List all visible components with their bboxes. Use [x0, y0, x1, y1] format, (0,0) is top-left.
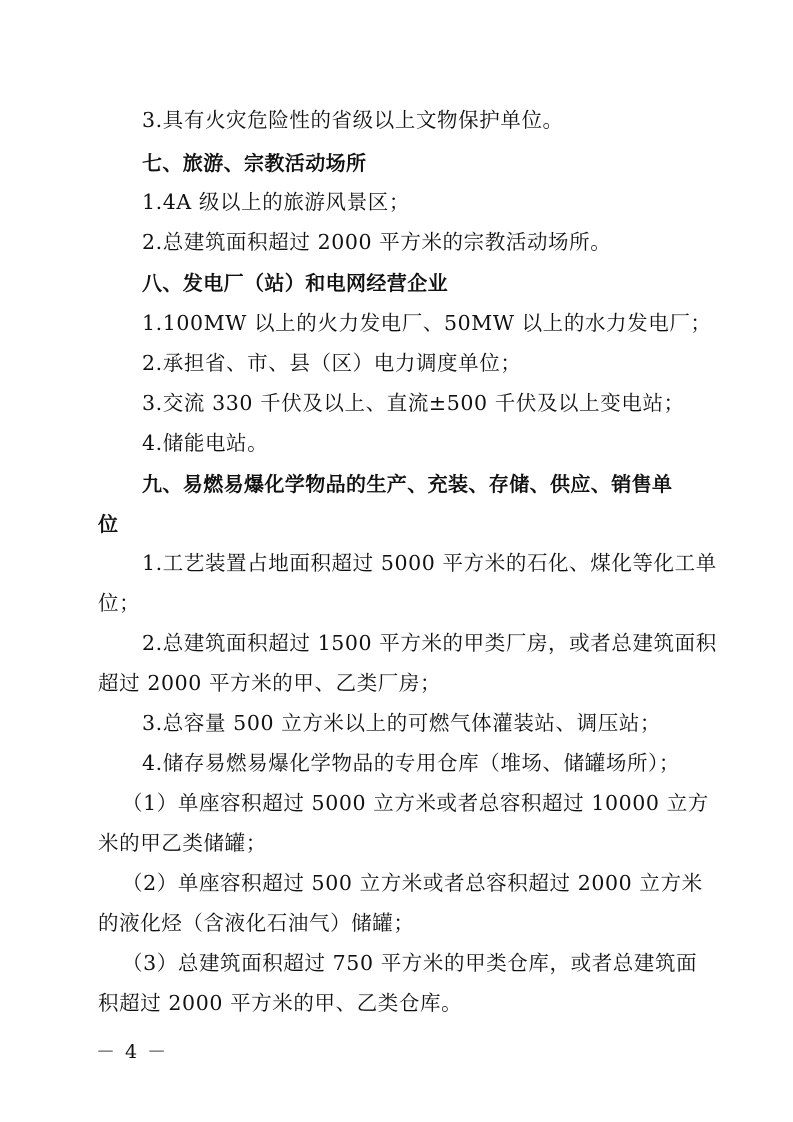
- list-item: 1.工艺装置占地面积超过 5000 平方米的石化、煤化等化工单: [142, 551, 717, 575]
- list-item: 4.储存易燃易爆化学物品的专用仓库（堆场、储罐场所）；: [142, 751, 681, 775]
- section-heading-continued: 位: [98, 512, 119, 536]
- list-item: 3.具有火灾危险性的省级以上文物保护单位。: [142, 108, 564, 132]
- sub-list-item-continued: 米的甲乙类储罐；: [98, 831, 267, 855]
- sub-list-item: （2）单座容积超过 500 立方米或者总容积超过 2000 立方米: [122, 871, 703, 895]
- section-heading: 八、发电厂（站）和电网经营企业: [142, 271, 448, 295]
- list-item: 1.4A 级以上的旅游风景区；: [142, 190, 410, 214]
- list-item: 1.100MW 以上的火力发电厂、50MW 以上的水力发电厂；: [142, 311, 712, 335]
- list-item: 3.总容量 500 立方米以上的可燃气体灌装站、调压站；: [142, 711, 662, 735]
- list-item-continued: 位；: [98, 591, 141, 615]
- list-item: 4.储能电站。: [142, 431, 269, 455]
- section-heading: 九、易燃易爆化学物品的生产、充装、存储、供应、销售单: [142, 472, 673, 496]
- sub-list-item: （1）单座容积超过 5000 立方米或者总容积超过 10000 立方: [122, 791, 709, 815]
- list-item: 3.交流 330 千伏及以上、直流±500 千伏及以上变电站；: [142, 391, 685, 415]
- list-item: 2.总建筑面积超过 1500 平方米的甲类厂房，或者总建筑面积: [142, 631, 717, 655]
- sub-list-item: （3）总建筑面积超过 750 平方米的甲类仓库，或者总建筑面: [122, 951, 698, 975]
- sub-list-item-continued: 积超过 2000 平方米的甲、乙类仓库。: [98, 991, 463, 1015]
- page-number: － 4 －: [96, 1041, 169, 1063]
- list-item-continued: 超过 2000 平方米的甲、乙类厂房；: [98, 671, 442, 695]
- sub-list-item-continued: 的液化烃（含液化石油气）储罐；: [98, 911, 415, 935]
- list-item: 2.承担省、市、县（区）电力调度单位；: [142, 351, 522, 375]
- list-item: 2.总建筑面积超过 2000 平方米的宗教活动场所。: [142, 230, 612, 254]
- section-heading: 七、旅游、宗教活动场所: [142, 151, 367, 175]
